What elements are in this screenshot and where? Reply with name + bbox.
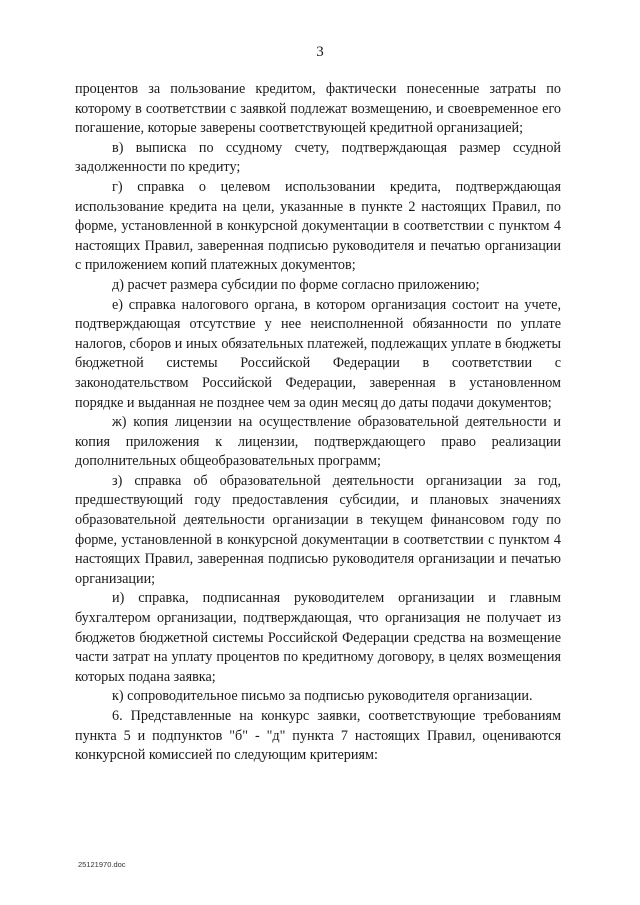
paragraph-item-zh: ж) копия лицензии на осуществление образовательной деятельности и копия приложения к лицензии, подтверждающего право реализации дополнительных общеобразовательных программ; (75, 414, 561, 470)
page-number: 3 (316, 44, 324, 60)
paragraph-continuation: процентов за пользование кредитом, фактически понесенные затраты по которому в соответствии с заявкой подлежат возмещению, и своевременное его погашение, которые заверены соответствующей кредитной организацией; (75, 81, 561, 137)
paragraph-item-v: в) выписка по ссудному счету, подтверждающая размер ссудной задолженности по кредиту; (75, 139, 561, 176)
document-body (75, 80, 561, 766)
paragraph-item-z: з) справка об образовательной деятельности организации за год, предшествующий году предоставления субсидии, и плановых значениях образовательной деятельности организации в текущем финансовом году по форме, установленной в конкурсной документации в соответствии с пунктом 4 настоящих Правил, заверенная подписью руководителя организации и печатью организации; (75, 472, 561, 587)
paragraph-item-d: д) расчет размера субсидии по форме согласно приложению; (112, 276, 480, 293)
paragraph-item-g: г) справка о целевом использовании кредита, подтверждающая использование кредита на цели, указанные в пункте 2 настоящих Правил, по форме, установленной в конкурсной документации в соответствии с пунктом 4 настоящих Правил, заверенная подписью руководителя и печатью организации с приложением копий платежных документов; (75, 178, 561, 274)
footer-filename: 25121970.doc (78, 860, 126, 869)
paragraph-item-i: и) справка, подписанная руководителем организации и главным бухгалтером организации, подтверждающая, что организация не получает из бюджетов бюджетной системы Российской Федерации средства на возмещение части затрат на уплату процентов по кредитному договору, в целях возмещения которых подана заявка; (75, 590, 561, 685)
paragraph-item-k: к) сопроводительное письмо за подписью руководителя организации. (112, 688, 533, 705)
paragraph-section-6: 6. Представленные на конкурс заявки, соответствующие требованиям пункта 5 и подпунктов "б" - "д" пункта 7 настоящих Правил, оцениваются конкурсной комиссией по следующим критериям: (75, 708, 561, 764)
paragraph-item-e: е) справка налогового органа, в котором организация состоит на учете, подтверждающая отсутствие у нее неисполненной обязанности по уплате налогов, сборов и иных обязательных платежей, подлежащих уплате в бюджеты бюджетной системы Российской Федерации в соответствии с законодательством Российской Федерации, заверенная в установленном порядке и выданная не позднее чем за один месяц до даты подачи документов; (75, 296, 561, 411)
